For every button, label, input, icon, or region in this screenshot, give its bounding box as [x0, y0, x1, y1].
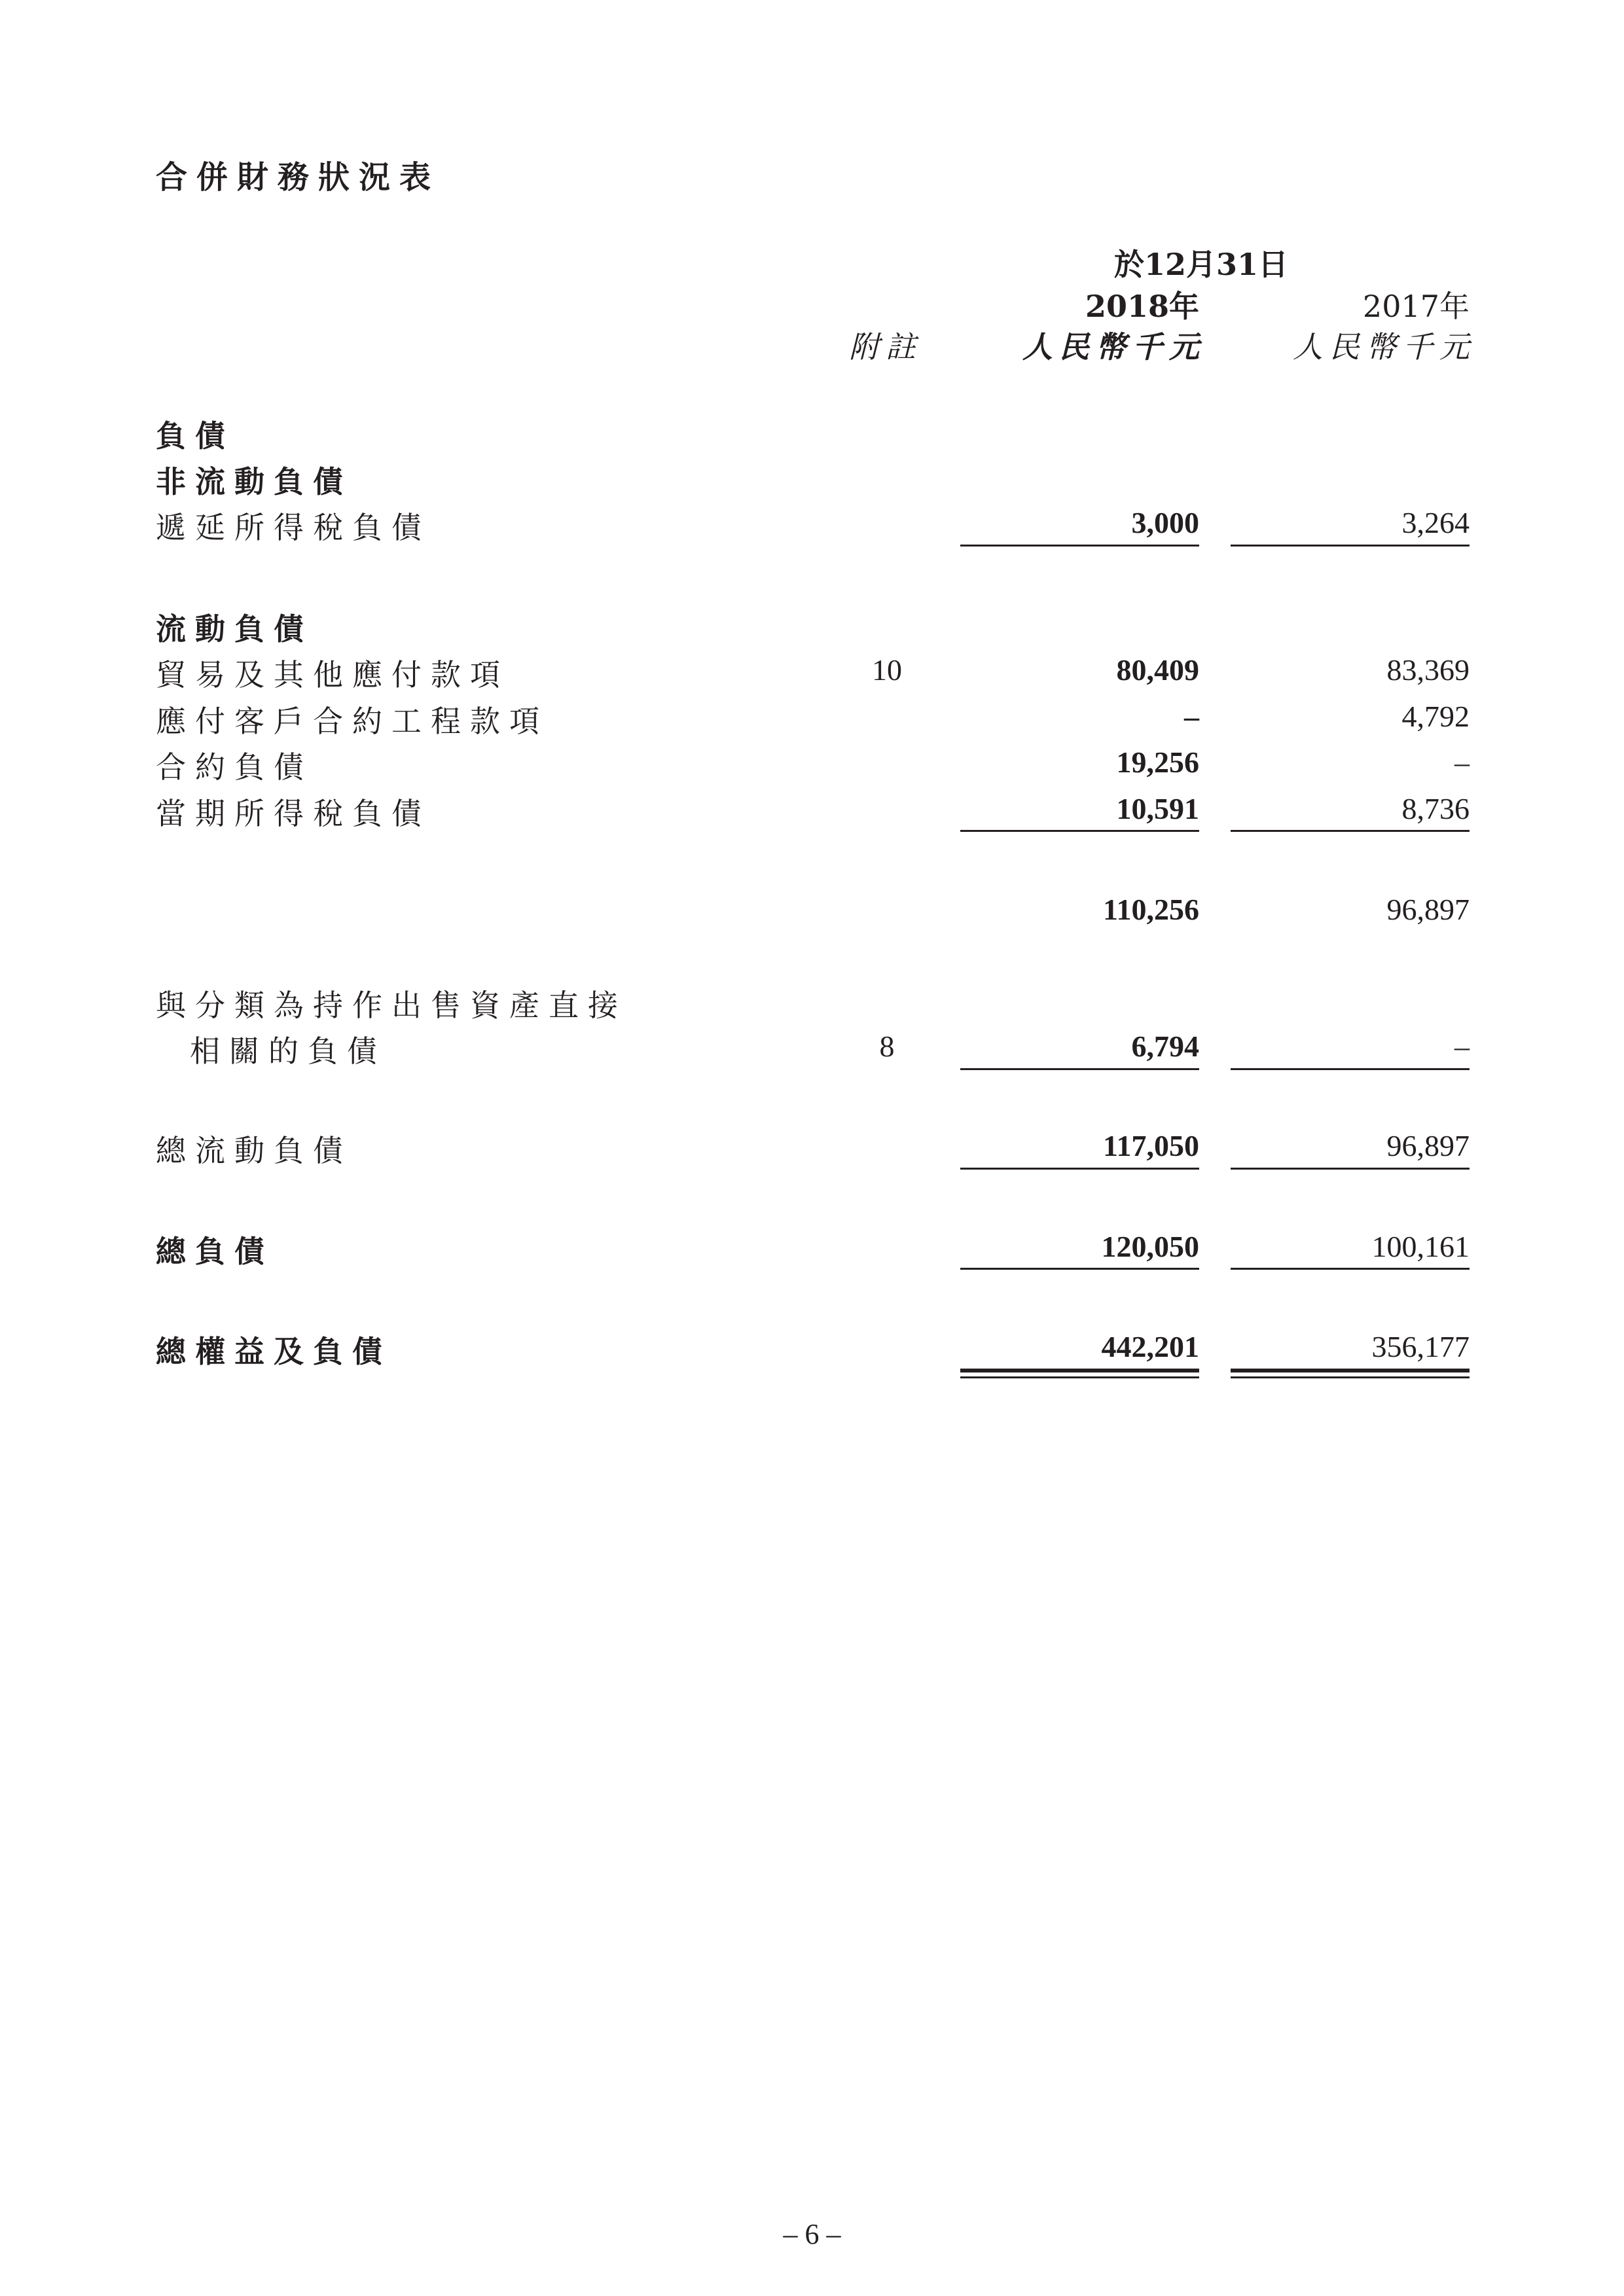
year-prior-header: 2017年 [1362, 289, 1470, 324]
page-number: – 6 – [783, 2218, 841, 2250]
underline-2017 [1231, 1268, 1470, 1270]
value-2017-current-tax: 8,736 [1401, 792, 1470, 825]
row-label-held-for-sale-line2: 相關的負債 [190, 1033, 386, 1069]
section-non-current: 非流動負債 [156, 464, 352, 499]
row-label-current-tax: 當期所得稅負債 [156, 796, 431, 831]
value-2017-contract-work: 4,792 [1401, 700, 1470, 733]
underline-2018 [960, 545, 1199, 547]
value-2017-subtotal: 96,897 [1386, 893, 1470, 926]
value-2018-contract-liabilities: 19,256 [1116, 745, 1199, 779]
row-label-total-current: 總流動負債 [156, 1133, 352, 1168]
value-2017-total-equity-liabilities: 356,177 [1371, 1330, 1470, 1363]
unit-current-header: 人民幣千元 [1022, 329, 1206, 365]
row-label-contract-liabilities: 合約負債 [156, 749, 313, 785]
row-label-total-liabilities: 總負債 [156, 1234, 274, 1269]
value-2017-total-current: 96,897 [1386, 1129, 1470, 1162]
note-trade-payables: 10 [872, 653, 902, 687]
unit-prior-header: 人民幣千元 [1293, 329, 1476, 365]
year-current-header: 2018年 [1085, 289, 1199, 324]
underline-2017 [1231, 545, 1470, 547]
double-underline-2017 [1231, 1376, 1470, 1378]
underline-2017 [1231, 1068, 1470, 1070]
value-2017-total-liabilities: 100,161 [1371, 1230, 1470, 1263]
double-underline-2017 [1231, 1369, 1470, 1372]
row-label-contract-work: 應付客戶合約工程款項 [156, 704, 549, 739]
underline-2018 [960, 830, 1199, 832]
double-underline-2018 [960, 1376, 1199, 1378]
value-2018-total-liabilities: 120,050 [1101, 1230, 1199, 1263]
value-2018-total-current: 117,050 [1103, 1129, 1199, 1162]
row-label-trade-payables: 貿易及其他應付款項 [156, 657, 509, 692]
value-2018-total-equity-liabilities: 442,201 [1101, 1330, 1199, 1363]
value-2018-subtotal: 110,256 [1103, 893, 1199, 926]
value-2017-trade-payables: 83,369 [1386, 653, 1470, 687]
page-title: 合併財務狀況表 [156, 159, 441, 196]
value-2018-held-for-sale: 6,794 [1131, 1030, 1199, 1063]
underline-2017 [1231, 830, 1470, 832]
section-current: 流動負債 [156, 611, 313, 647]
underline-2018 [960, 1068, 1199, 1070]
value-2017-held-for-sale: – [1454, 1030, 1470, 1063]
value-2018-current-tax: 10,591 [1116, 792, 1199, 825]
underline-2018 [960, 1268, 1199, 1270]
value-2017-deferred-tax: 3,264 [1401, 506, 1470, 539]
notes-header: 附註 [849, 329, 922, 365]
section-liabilities: 負債 [156, 418, 234, 454]
row-label-deferred-tax: 遞延所得稅負債 [156, 510, 431, 545]
row-label-total-equity-liabilities: 總權益及負債 [156, 1334, 391, 1369]
value-2018-deferred-tax: 3,000 [1131, 506, 1199, 539]
note-held-for-sale: 8 [879, 1030, 895, 1063]
double-underline-2018 [960, 1369, 1199, 1372]
date-heading: 於12月31日 [1114, 247, 1289, 282]
underline-2017 [1231, 1168, 1470, 1170]
value-2018-trade-payables: 80,409 [1116, 653, 1199, 687]
underline-2018 [960, 1168, 1199, 1170]
value-2018-contract-work: – [1184, 700, 1199, 733]
value-2017-contract-liabilities: – [1454, 745, 1470, 779]
row-label-held-for-sale-line1: 與分類為持作出售資產直接 [156, 988, 627, 1023]
